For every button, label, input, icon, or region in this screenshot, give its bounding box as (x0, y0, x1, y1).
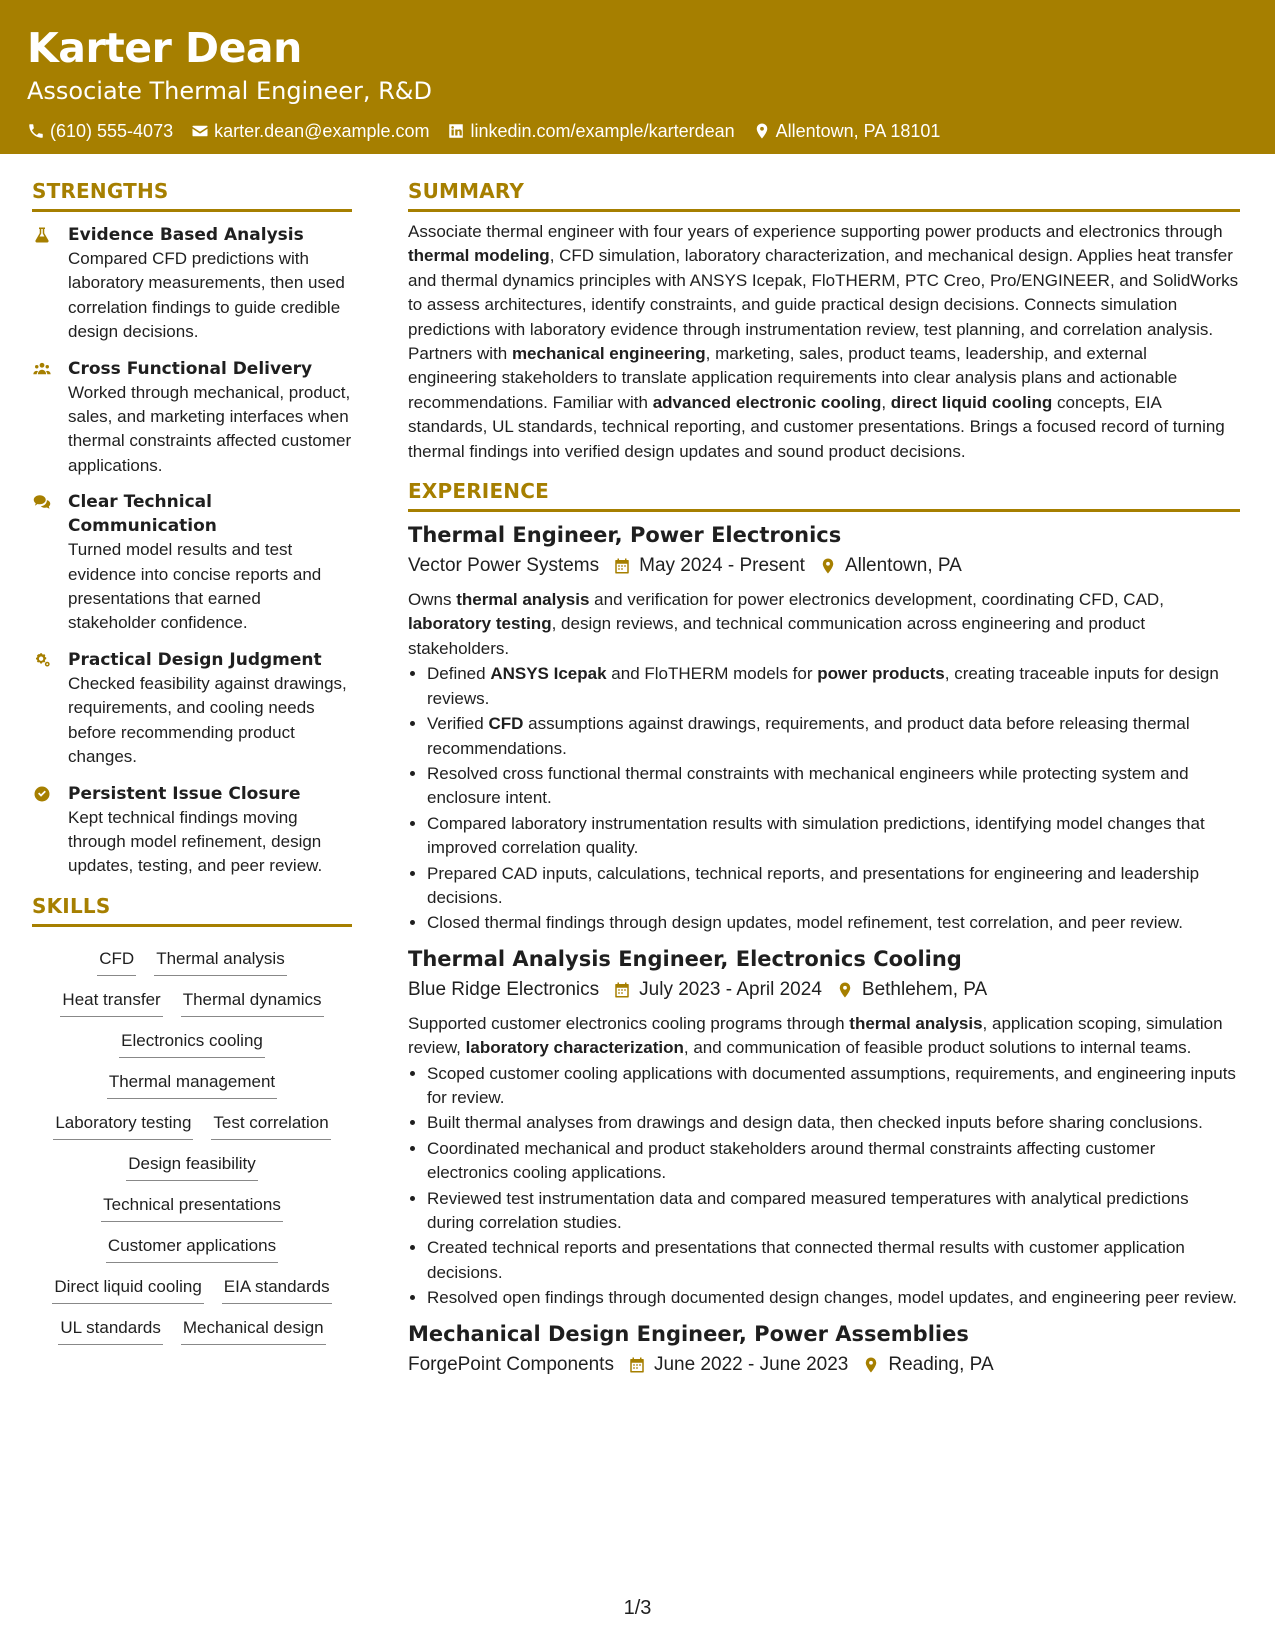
job-bullet: • Scoped customer cooling applications with documented assumptions, requirements, and engineering inputs for review. (427, 1062, 1240, 1111)
job-bullet: • Compared laboratory instrumentation results with simulation predictions, identifying model changes that improved correlation quality. (427, 812, 1240, 861)
summary-text: Associate thermal engineer with four years of experience supporting power products and electronics through thermal modeling, CFD simulation, laboratory characterization, and mechanical design. Applies heat transfer and thermal dynamics principles with ANSYS Icepak, FloTHERM, PTC Creo, Pro/ENGINEER, and SolidWorks to assess architectures, identify constraints, and guide practical design decisions. Connects simulation predictions with laboratory evidence through instrumentation review, test planning, and correlation analysis. Partners with mechanical engineering, marketing, sales, product teams, leadership, and external engineering stakeholders to translate application requirements into clear analysis plans and actionable recommendations. Familiar with advanced electronic cooling, direct liquid cooling concepts, EIA standards, UL standards, technical reporting, and customer presentations. Brings a focused record of turning thermal findings into verified design updates and sound product decisions. (408, 222, 1239, 461)
job-entry (408, 520, 1240, 936)
email-text: karter.dean@example.com (214, 121, 430, 141)
job-location: Bethlehem, PA (861, 978, 988, 1000)
job-company: Blue Ridge Electronics (408, 978, 600, 1000)
skill-tag: Design feasibility (126, 1152, 258, 1181)
map-pin-icon (753, 122, 771, 140)
strength-item (32, 782, 352, 879)
job-company: Vector Power Systems (408, 555, 600, 577)
comments-icon (32, 493, 52, 511)
skill-tag: Test correlation (211, 1111, 330, 1140)
job-bullet: • Resolved open findings through documented design changes, model updates, and engineering peer review. (427, 1286, 1240, 1310)
skill-row (53, 1111, 330, 1140)
phone-icon (27, 122, 45, 140)
contact-phone[interactable] (27, 119, 173, 143)
job-bullet: • Prepared CAD inputs, calculations, technical reports, and presentations for engineering and leadership decisions. (427, 862, 1240, 911)
job-bullet: • Closed thermal findings through design updates, model refinement, test correlation, and peer review. (427, 911, 1240, 935)
job-bullet: • Coordinated mechanical and product stakeholders around thermal constraints affecting customer electronics cooling applications. (427, 1137, 1240, 1186)
summary-heading: SUMMARY (408, 178, 1240, 212)
resume-header (0, 0, 1275, 154)
skill-row (106, 1234, 278, 1263)
location-text: Allentown, PA 18101 (775, 121, 941, 141)
contact-email[interactable] (191, 119, 429, 143)
skill-tag: Thermal analysis (154, 947, 287, 976)
job-bullet: • Verified CFD assumptions against drawings, requirements, and product data before releasing thermal recommendations. (427, 712, 1240, 761)
skills-heading: SKILLS (32, 893, 352, 927)
contact-linkedin[interactable] (447, 119, 734, 143)
job-title: Mechanical Design Engineer, Power Assemblies (408, 1321, 969, 1346)
skill-tag: Thermal dynamics (181, 988, 324, 1017)
job-bullets (408, 1062, 1240, 1311)
strength-title: Evidence Based Analysis (68, 225, 304, 245)
strengths-heading: STRENGTHS (32, 178, 352, 212)
contact-location (753, 119, 941, 143)
users-icon (32, 360, 52, 378)
job-description: Owns thermal analysis and verification for power electronics development, coordinating CFD, CAD, laboratory testing, design reviews, and technical communication across engineering and product stakeholders. (408, 590, 1164, 658)
map-pin-icon (836, 980, 854, 1000)
phone-text: (610) 555-4073 (50, 121, 174, 141)
job-bullets (408, 662, 1240, 935)
skill-tag: Customer applications (106, 1234, 278, 1263)
strength-title: Clear Technical Communication (68, 492, 217, 537)
linkedin-text: linkedin.com/example/karterdean (470, 121, 735, 141)
calendar-icon (613, 556, 631, 576)
skill-tag: Direct liquid cooling (52, 1275, 203, 1304)
skill-tag: Mechanical design (181, 1316, 326, 1345)
skill-row (119, 1029, 265, 1058)
candidate-role: Associate Thermal Engineer, R&D (27, 77, 432, 105)
job-description: Supported customer electronics cooling programs through thermal analysis, application scoping, simulation review, laboratory characterization, and communication of feasible product solutions to internal teams. (408, 1013, 1223, 1058)
job-bullet: • Built thermal analyses from drawings and design data, then checked inputs before sharing conclusions. (427, 1111, 1240, 1135)
skill-row (52, 1275, 331, 1304)
job-bullet: • Resolved cross functional thermal constraints with mechanical engineers while protecting system and enclosure intent. (427, 762, 1240, 811)
skill-row (107, 1070, 277, 1099)
job-title: Thermal Analysis Engineer, Electronics Cooling (408, 946, 962, 971)
experience-heading: EXPERIENCE (408, 478, 1240, 512)
strength-item (32, 490, 352, 636)
strengths-list (32, 223, 352, 879)
skill-row (60, 988, 323, 1017)
skill-tag: Technical presentations (101, 1193, 283, 1222)
check-circle-icon (32, 785, 52, 803)
job-entry (408, 944, 1240, 1311)
skill-tag: EIA standards (222, 1275, 332, 1304)
linkedin-icon (447, 122, 465, 140)
job-dates: June 2022 - June 2023 (653, 1353, 849, 1375)
skills-list (32, 935, 352, 1345)
gears-icon (32, 651, 52, 669)
skill-row (97, 947, 286, 976)
job-meta (408, 552, 1240, 580)
skill-tag: Electronics cooling (119, 1029, 265, 1058)
job-location: Reading, PA (888, 1353, 994, 1375)
skill-tag: Heat transfer (60, 988, 162, 1017)
flask-icon (32, 226, 52, 244)
job-bullet: • Created technical reports and presentations that connected thermal results with customer application decisions. (427, 1236, 1240, 1285)
strength-title: Persistent Issue Closure (68, 783, 301, 804)
candidate-name: Karter Dean (27, 24, 302, 72)
envelope-icon (191, 122, 209, 140)
strength-title: Cross Functional Delivery (68, 358, 313, 379)
strength-desc: Turned model results and test evidence into concise reports and presentations that earned stakeholder confidence. (68, 540, 322, 633)
strength-title: Practical Design Judgment (68, 649, 322, 670)
job-dates: May 2024 - Present (639, 555, 805, 577)
strength-item (32, 357, 352, 479)
strength-item (32, 648, 352, 770)
skill-tag: UL standards (58, 1316, 162, 1345)
strength-desc: Compared CFD predictions with laboratory measurements, then used correlation findings to guide credible design decisions. (68, 249, 345, 342)
job-title: Thermal Engineer, Power Electronics (408, 523, 842, 548)
job-company: ForgePoint Components (408, 1353, 614, 1375)
skill-tag: Laboratory testing (53, 1111, 193, 1140)
skill-row (58, 1316, 325, 1345)
job-bullet: • Defined ANSYS Icepak and FloTHERM models for power products, creating traceable inputs for design reviews. (427, 662, 1240, 711)
jobs-list (408, 520, 1240, 1379)
left-column (32, 178, 352, 1345)
calendar-icon (613, 980, 631, 1000)
job-bullet: • Reviewed test instrumentation data and compared measured temperatures with analytical predictions during correlation studies. (427, 1187, 1240, 1236)
skill-row (126, 1152, 258, 1181)
job-location: Allentown, PA (844, 555, 962, 577)
contact-bar (27, 119, 1248, 143)
skill-row (101, 1193, 283, 1222)
job-meta (408, 1351, 1240, 1379)
job-entry (408, 1319, 1240, 1379)
strength-item (32, 223, 352, 345)
skill-tag: CFD (97, 947, 136, 976)
skill-tag: Thermal management (107, 1070, 277, 1099)
right-column (408, 178, 1240, 1379)
job-meta (408, 976, 1240, 1004)
strength-desc: Kept technical findings moving through model refinement, design updates, testing, and peer review. (68, 807, 323, 876)
calendar-icon (628, 1355, 646, 1375)
map-pin-icon (819, 556, 837, 576)
page-number: 1/3 (623, 1597, 652, 1619)
strength-desc: Worked through mechanical, product, sales, and marketing interfaces when thermal constraints affected customer applications. (68, 382, 352, 475)
job-dates: July 2023 - April 2024 (639, 978, 822, 1000)
strength-desc: Checked feasibility against drawings, requirements, and cooling needs before recommending product changes. (68, 673, 347, 767)
map-pin-icon (862, 1355, 880, 1375)
